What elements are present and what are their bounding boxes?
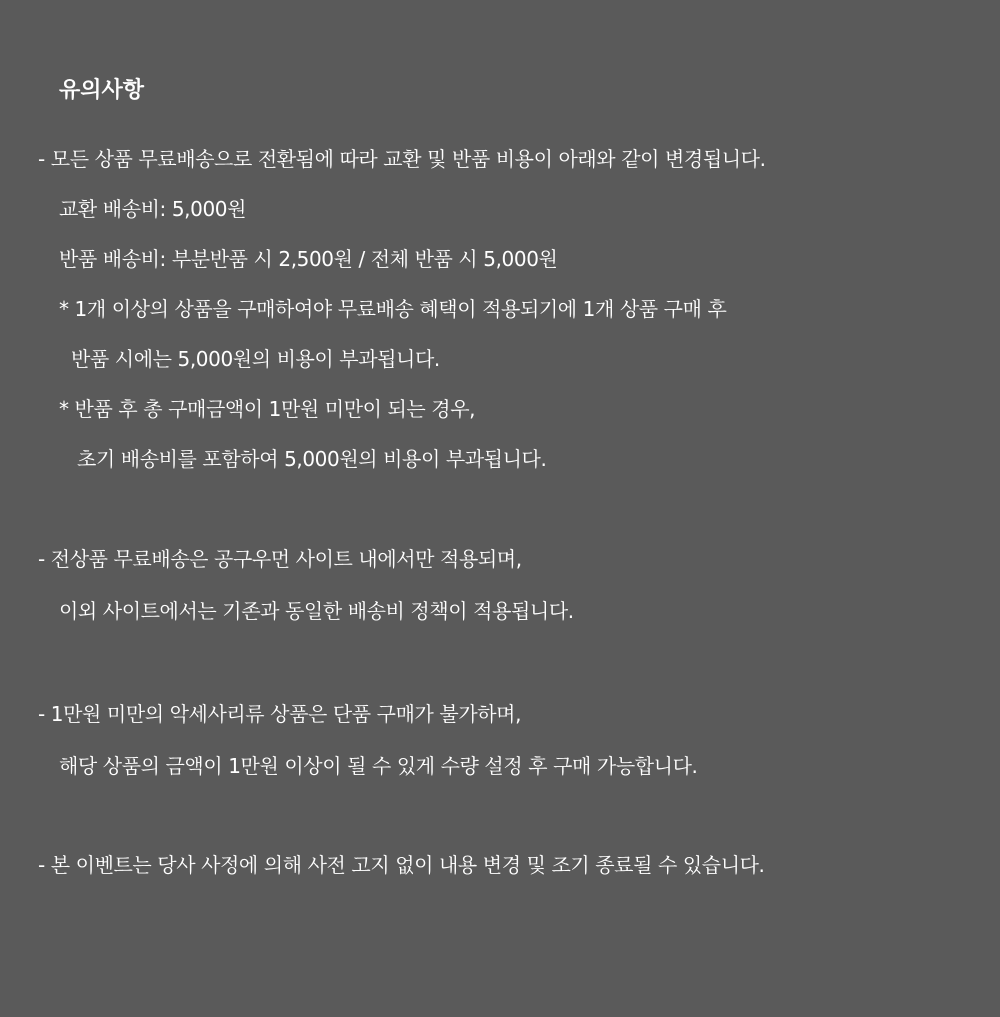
- notice-line: 교환 배송비: 5,000원: [59, 197, 247, 221]
- notice-line: * 반품 후 총 구매금액이 1만원 미만이 되는 경우,: [59, 397, 476, 421]
- notice-line: - 모든 상품 무료배송으로 전환됨에 따라 교환 및 반품 비용이 아래와 같이 변경됩니다.: [38, 147, 766, 171]
- notice-line: - 본 이벤트는 당사 사정에 의해 사전 고지 없이 내용 변경 및 조기 종료될 수 있습니다.: [38, 853, 765, 877]
- notice-line: - 1만원 미만의 악세사리류 상품은 단품 구매가 불가하며,: [38, 702, 522, 726]
- notice-line: 해당 상품의 금액이 1만원 이상이 될 수 있게 수량 설정 후 구매 가능합니다.: [59, 754, 698, 778]
- notice-title: 유의사항: [59, 78, 145, 103]
- notice-line: 반품 배송비: 부분반품 시 2,500원 / 전체 반품 시 5,000원: [59, 247, 558, 271]
- notice-line: 반품 시에는 5,000원의 비용이 부과됩니다.: [71, 347, 440, 371]
- notice-line: * 1개 이상의 상품을 구매하여야 무료배송 혜택이 적용되기에 1개 상품 구매 후: [59, 297, 727, 321]
- notice-line: 이외 사이트에서는 기존과 동일한 배송비 정책이 적용됩니다.: [59, 599, 574, 623]
- notice-line: 초기 배송비를 포함하여 5,000원의 비용이 부과됩니다.: [77, 447, 547, 471]
- notice-line: - 전상품 무료배송은 공구우먼 사이트 내에서만 적용되며,: [38, 547, 522, 571]
